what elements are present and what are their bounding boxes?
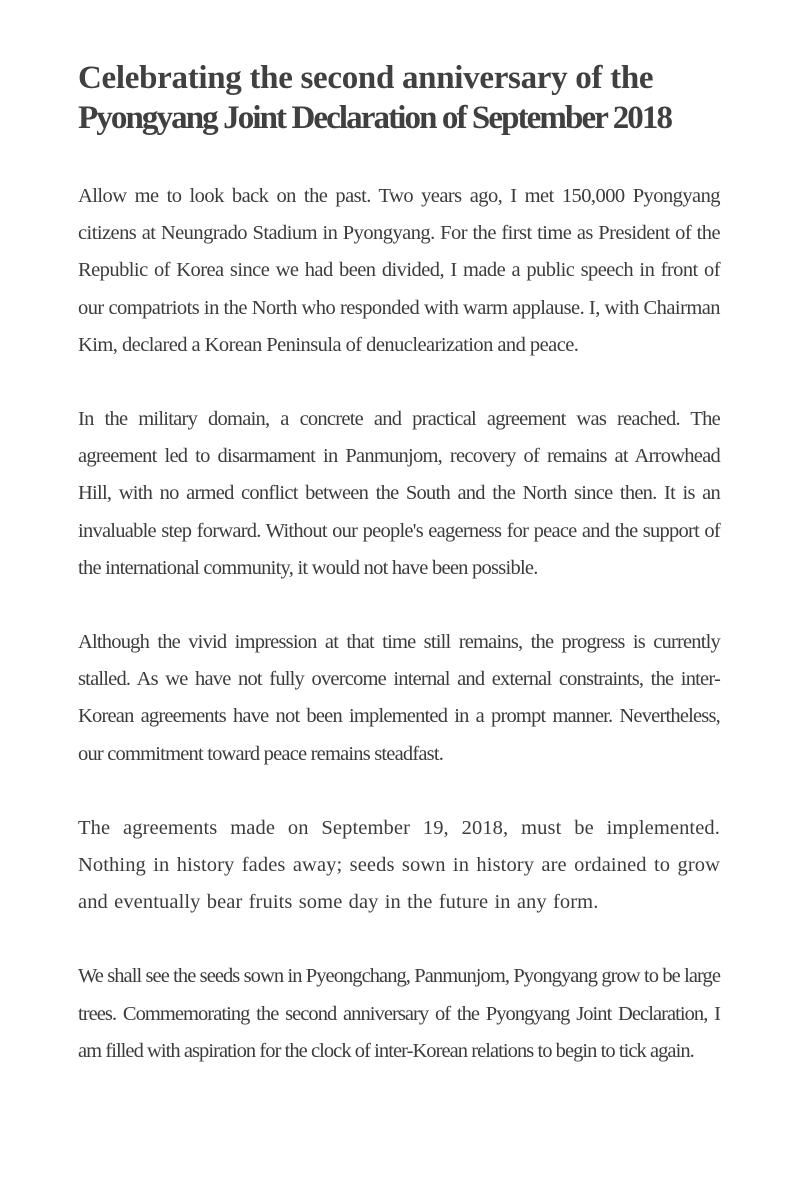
article-title-line-2: Pyongyang Joint Declaration of September 2018 — [78, 100, 672, 136]
article-title — [78, 58, 720, 138]
paragraph: In the military domain, a concrete and practical agreement was reached. The agreement led to disarmament in Panmunjom, recovery of remains at Arrowhead Hill, with no armed conflict between the South and the North since then. It is an invaluable step forward. Without our people's eagerness for peace and the support of the international community, it would not have been possible. — [78, 408, 720, 579]
paragraph: Allow me to look back on the past. Two years ago, I met 150,000 Pyongyang citizens at Neungrado Stadium in Pyongyang. For the first time as President of the Republic of Korea since we had been divided, I made a public speech in front of our compatriots in the North who responded with warm applause. I, with Chairman Kim, declared a Korean Peninsula of denuclearization and peace. — [78, 185, 720, 356]
paragraph: We shall see the seeds sown in Pyeongchang, Panmunjom, Pyongyang grow to be large trees. Commemorating the second anniversary of the Pyongyang Joint Declaration, I am filled with aspiration for the clock of inter-Korean relations to begin to tick again. — [78, 965, 720, 1062]
paragraph: Although the vivid impression at that time still remains, the progress is currently stalled. As we have not fully overcome internal and external constraints, the inter-Korean agreements have not been implemented in a prompt manner. Nevertheless, our commitment toward peace remains steadfast. — [78, 631, 720, 765]
paragraph: The agreements made on September 19, 2018, must be implemented. Nothing in history fades away; seeds sown in history are ordained to grow and eventually bear fruits some day in the future in any form. — [78, 816, 720, 914]
article-title-line-1: Celebrating the second anniversary of the — [78, 60, 654, 96]
article-body — [78, 178, 720, 1070]
article — [78, 58, 720, 1107]
